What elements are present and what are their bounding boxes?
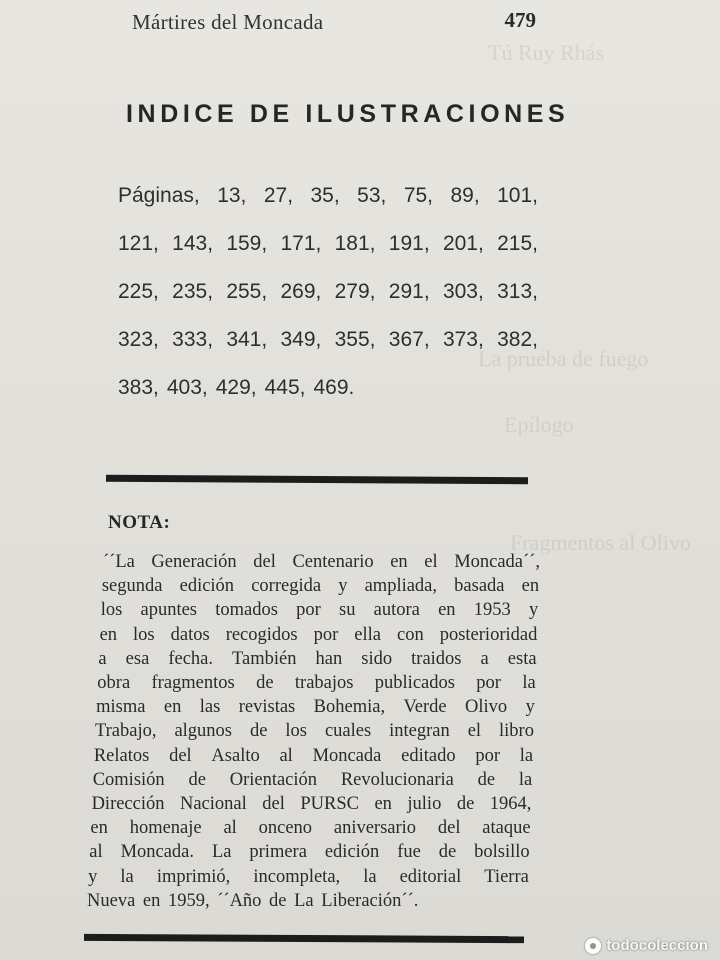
illustration-page-list <box>118 178 538 418</box>
note-line: los apuntes tomados por su autora en 1953 y <box>100 600 539 621</box>
page-reference: 201, <box>442 232 484 255</box>
page-reference: 279, <box>334 280 376 303</box>
page-reference: 303, <box>442 280 484 303</box>
note-line: en los datos recogidos por ella con posterioridad <box>99 624 538 645</box>
page-reference: 181, <box>334 232 376 255</box>
page-reference: 403, <box>166 376 208 399</box>
note-line: ´´La Generación del Centenario en el Moncada´´, <box>103 552 540 572</box>
page-reference: 215, <box>497 232 538 255</box>
page-list-line <box>118 322 538 370</box>
page-reference: 323, <box>118 328 159 351</box>
page-reference: 89, <box>450 184 480 207</box>
page-number: 479 <box>504 8 536 32</box>
note-line: Nueva en 1959, ´´Año de La Liberación´´. <box>87 890 419 911</box>
page-reference: 333, <box>172 328 214 351</box>
note-line: al Moncada. La primera edición fue de bolsillo <box>89 842 530 863</box>
page-reference: 171, <box>280 232 322 255</box>
note-line: a esa fecha. También han sido traidos a esta <box>98 648 537 669</box>
todocoleccion-logo-icon <box>585 938 601 954</box>
page-reference: 367, <box>388 328 430 351</box>
show-through-text: La prueba de fuego <box>478 346 649 371</box>
page-reference: 291, <box>388 280 430 303</box>
page-reference: 382, <box>497 328 538 351</box>
show-through-text: Epílogo <box>504 412 574 437</box>
page-header <box>132 8 536 38</box>
note-line: y la imprimió, incompleta, la editorial Tierra <box>88 866 529 887</box>
page-reference: 445, <box>264 376 306 399</box>
bottom-divider-rule <box>84 934 524 943</box>
note-line: segunda edición corregida y ampliada, basada en <box>101 576 540 597</box>
page-reference: 35, <box>310 184 340 207</box>
watermark-text: todocoleccion <box>606 937 708 954</box>
page-list-label: Páginas, <box>118 184 200 207</box>
note-line: Relatos del Asalto al Moncada editado por la <box>93 745 534 766</box>
page-reference: 75, <box>403 184 434 207</box>
running-title: Mártires del Moncada <box>132 10 324 34</box>
page-reference: 255, <box>226 280 268 303</box>
page-reference: 13, <box>217 184 247 207</box>
note-line: obra fragmentos de trabajos publicados por la <box>97 673 536 693</box>
page-list-line <box>118 226 538 274</box>
page-reference: 341, <box>226 328 268 351</box>
note-line: Comisión de Orientación Revolucionaria de la <box>92 769 533 790</box>
page-reference: 313, <box>497 280 538 303</box>
page-reference: 159, <box>226 232 268 255</box>
note-line: misma en las revistas Bohemia, Verde Olivo y <box>96 697 535 718</box>
page-reference: 27, <box>263 184 294 207</box>
page-list-line <box>118 178 538 226</box>
note-label: NOTA: <box>108 512 171 533</box>
show-through-text: Fragmentos al Olivo <box>510 530 691 555</box>
page-reference: 355, <box>334 328 376 351</box>
page-reference: 429, <box>215 376 257 399</box>
page-reference: 143, <box>172 232 214 255</box>
page-reference: 225, <box>118 280 159 303</box>
page-reference: 383, <box>118 376 159 399</box>
section-title: INDICE DE ILUSTRACIONES <box>126 100 570 128</box>
show-through-text: Tú Ruy Rhás <box>488 40 605 65</box>
page-list-line <box>118 370 538 418</box>
page-reference: 373, <box>442 328 484 351</box>
note-line: Trabajo, algunos de los cuales integran el libro <box>95 721 534 742</box>
watermark <box>585 937 708 954</box>
top-divider-rule <box>106 475 528 485</box>
page-reference: 53, <box>357 184 387 207</box>
page-reference: 101, <box>497 184 538 207</box>
note-line: en homenaje al onceno aniversario del ataque <box>90 818 531 839</box>
page-reference: 269, <box>280 280 322 303</box>
note-line: Dirección Nacional del PURSC en julio de 1964, <box>91 794 532 814</box>
page-reference: 235, <box>172 280 214 303</box>
page-reference: 121, <box>118 232 159 255</box>
page-reference: 349, <box>280 328 322 351</box>
page-list-line <box>118 274 538 322</box>
page-reference: 469. <box>313 376 355 399</box>
page-reference: 191, <box>388 232 430 255</box>
